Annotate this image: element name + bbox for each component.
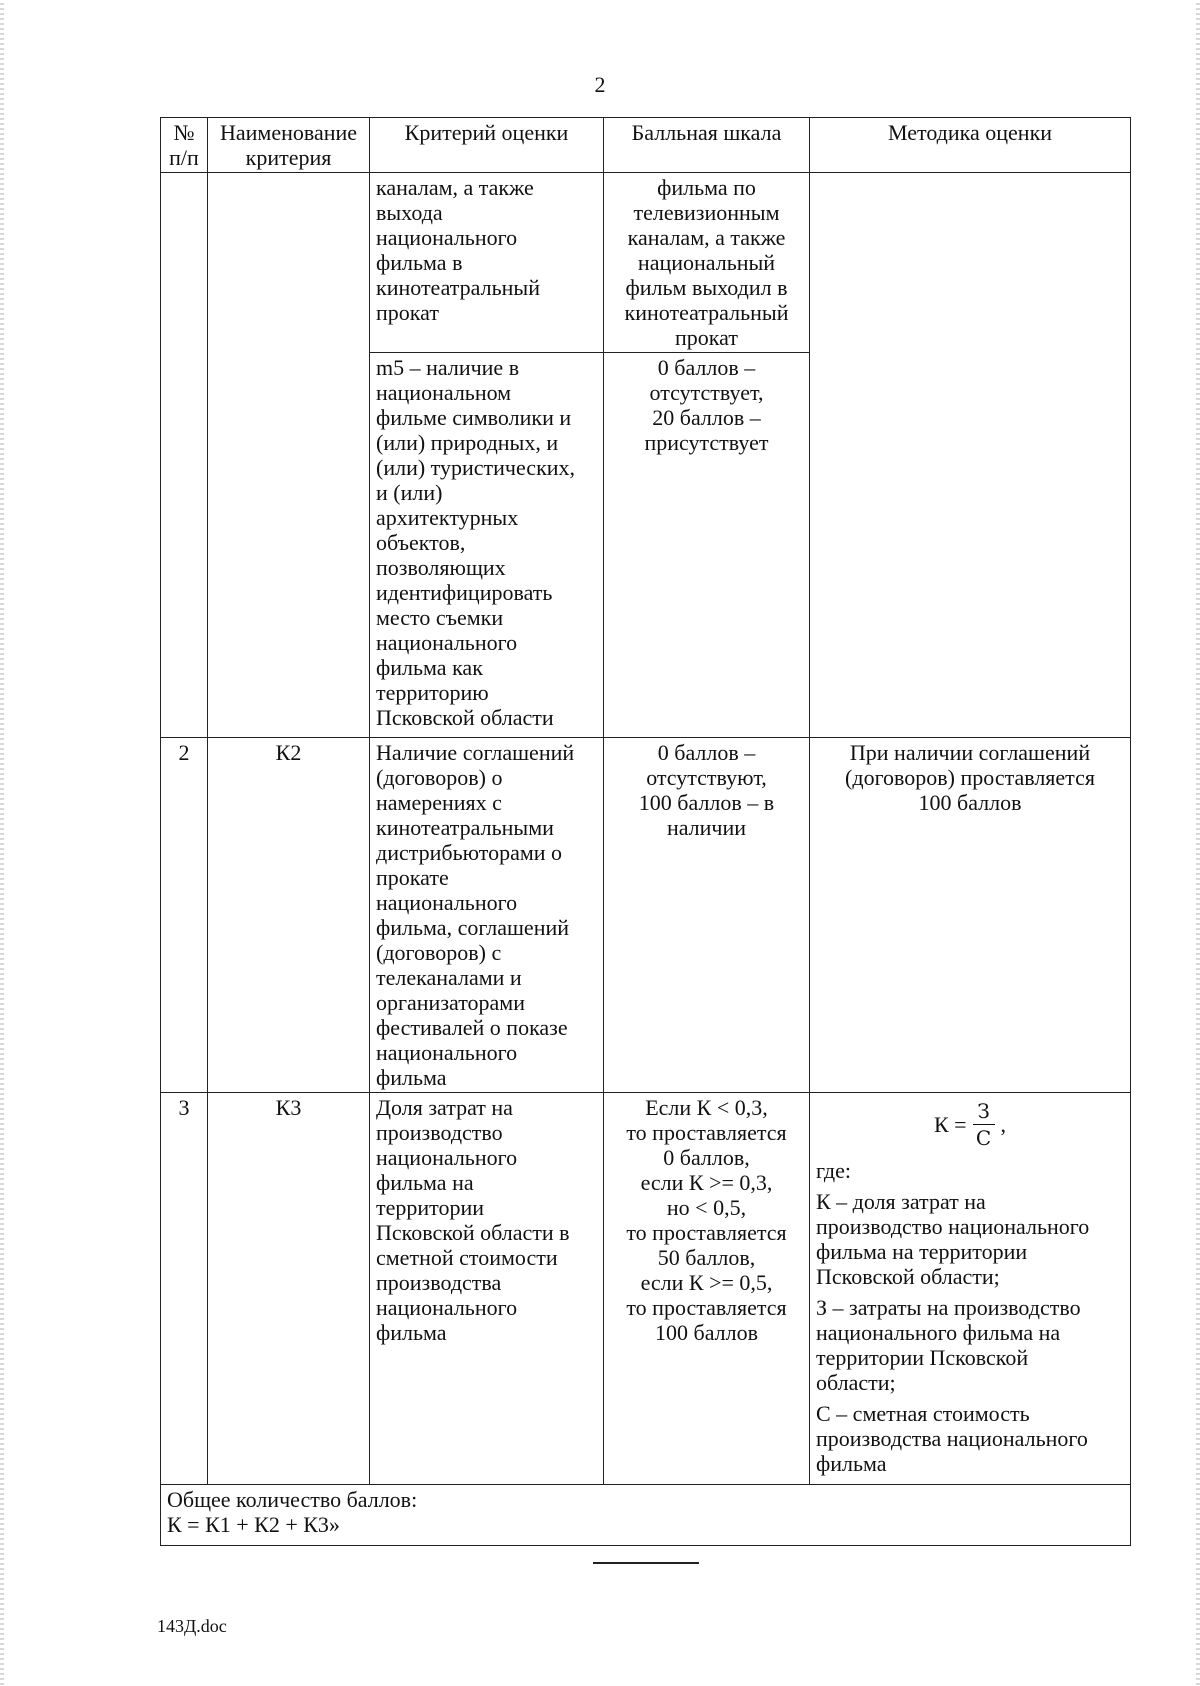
table-header-row bbox=[161, 118, 1131, 173]
cell-criterion: каналам, а также выхода национального фильма в кинотеатральный прокат bbox=[370, 173, 604, 353]
formula-tail: , bbox=[1000, 1112, 1007, 1137]
scan-edge-right bbox=[1196, 0, 1200, 1686]
cell-method bbox=[810, 173, 1131, 738]
method-k-definition: К – доля затрат на производство национального фильма на территории Псковской области; bbox=[816, 1189, 1090, 1289]
file-name: 143Д.doc bbox=[157, 1616, 227, 1636]
total-cell bbox=[161, 1485, 1131, 1546]
cell-scale: 0 баллов – отсутствуют, 100 баллов – в наличии bbox=[604, 738, 810, 1093]
total-formula: К = К1 + К2 + К3» bbox=[167, 1512, 340, 1537]
table-row bbox=[161, 738, 1131, 1093]
cell-name: К2 bbox=[208, 738, 370, 1093]
method-where: где: bbox=[816, 1158, 851, 1183]
table-row bbox=[161, 1093, 1131, 1485]
fraction-bar bbox=[973, 1124, 995, 1125]
cell-num: 2 bbox=[161, 738, 208, 1093]
scan-edge-left bbox=[0, 0, 4, 1686]
criteria-table bbox=[160, 117, 1131, 1546]
cell-criterion: m5 – наличие в национальном фильме символики и (или) природных, и (или) туристических, и (или) архитектурных объектов, позволяющих идентифицировать место съемки национального фильма как территорию Псковской области bbox=[370, 353, 604, 738]
separator-line bbox=[593, 1562, 699, 1564]
cell-name bbox=[208, 173, 370, 738]
formula-fraction bbox=[973, 1099, 995, 1150]
cell-num: 3 bbox=[161, 1093, 208, 1485]
cell-method bbox=[810, 1093, 1131, 1485]
formula-numerator: З bbox=[977, 1099, 990, 1123]
cell-name: К3 bbox=[208, 1093, 370, 1485]
cell-scale: Если К < 0,3, то проставляется 0 баллов, если К >= 0,3, но < 0,5, то проставляется 50 баллов, если К >= 0,5, то проставляется 100 баллов bbox=[604, 1093, 810, 1485]
total-row bbox=[161, 1485, 1131, 1546]
formula-denominator: С bbox=[975, 1126, 992, 1150]
cell-method: При наличии соглашений (договоров) проставляется 100 баллов bbox=[810, 738, 1131, 1093]
cost-share-formula bbox=[816, 1099, 1124, 1150]
cell-criterion: Доля затрат на производство национального фильма на территории Псковской области в сметной стоимости производства национального фильма bbox=[370, 1093, 604, 1485]
cell-scale: фильма по телевизионным каналам, а также национальный фильм выходил в кинотеатральный прокат bbox=[604, 173, 810, 353]
cell-criterion: Наличие соглашений (договоров) о намерениях с кинотеатральными дистрибьюторами о прокате национального фильма, соглашений (договоров) с телеканалами и организаторами фестивалей о показе национального фильма bbox=[370, 738, 604, 1093]
method-c-definition: С – сметная стоимость производства национального фильма bbox=[816, 1401, 1088, 1476]
header-name: Наименование критерия bbox=[208, 118, 370, 173]
formula-lhs: К = bbox=[933, 1112, 967, 1137]
table-row bbox=[161, 173, 1131, 353]
cell-num bbox=[161, 173, 208, 738]
header-scale: Балльная шкала bbox=[604, 118, 810, 173]
header-method: Методика оценки bbox=[810, 118, 1131, 173]
total-label: Общее количество баллов: bbox=[167, 1487, 418, 1512]
method-z-definition: З – затраты на производство национального фильма на территории Псковской области; bbox=[816, 1295, 1081, 1395]
header-num: № п/п bbox=[161, 118, 208, 173]
cell-scale: 0 баллов – отсутствует, 20 баллов – присутствует bbox=[604, 353, 810, 738]
page-number: 2 bbox=[594, 72, 606, 97]
header-criterion: Критерий оценки bbox=[370, 118, 604, 173]
